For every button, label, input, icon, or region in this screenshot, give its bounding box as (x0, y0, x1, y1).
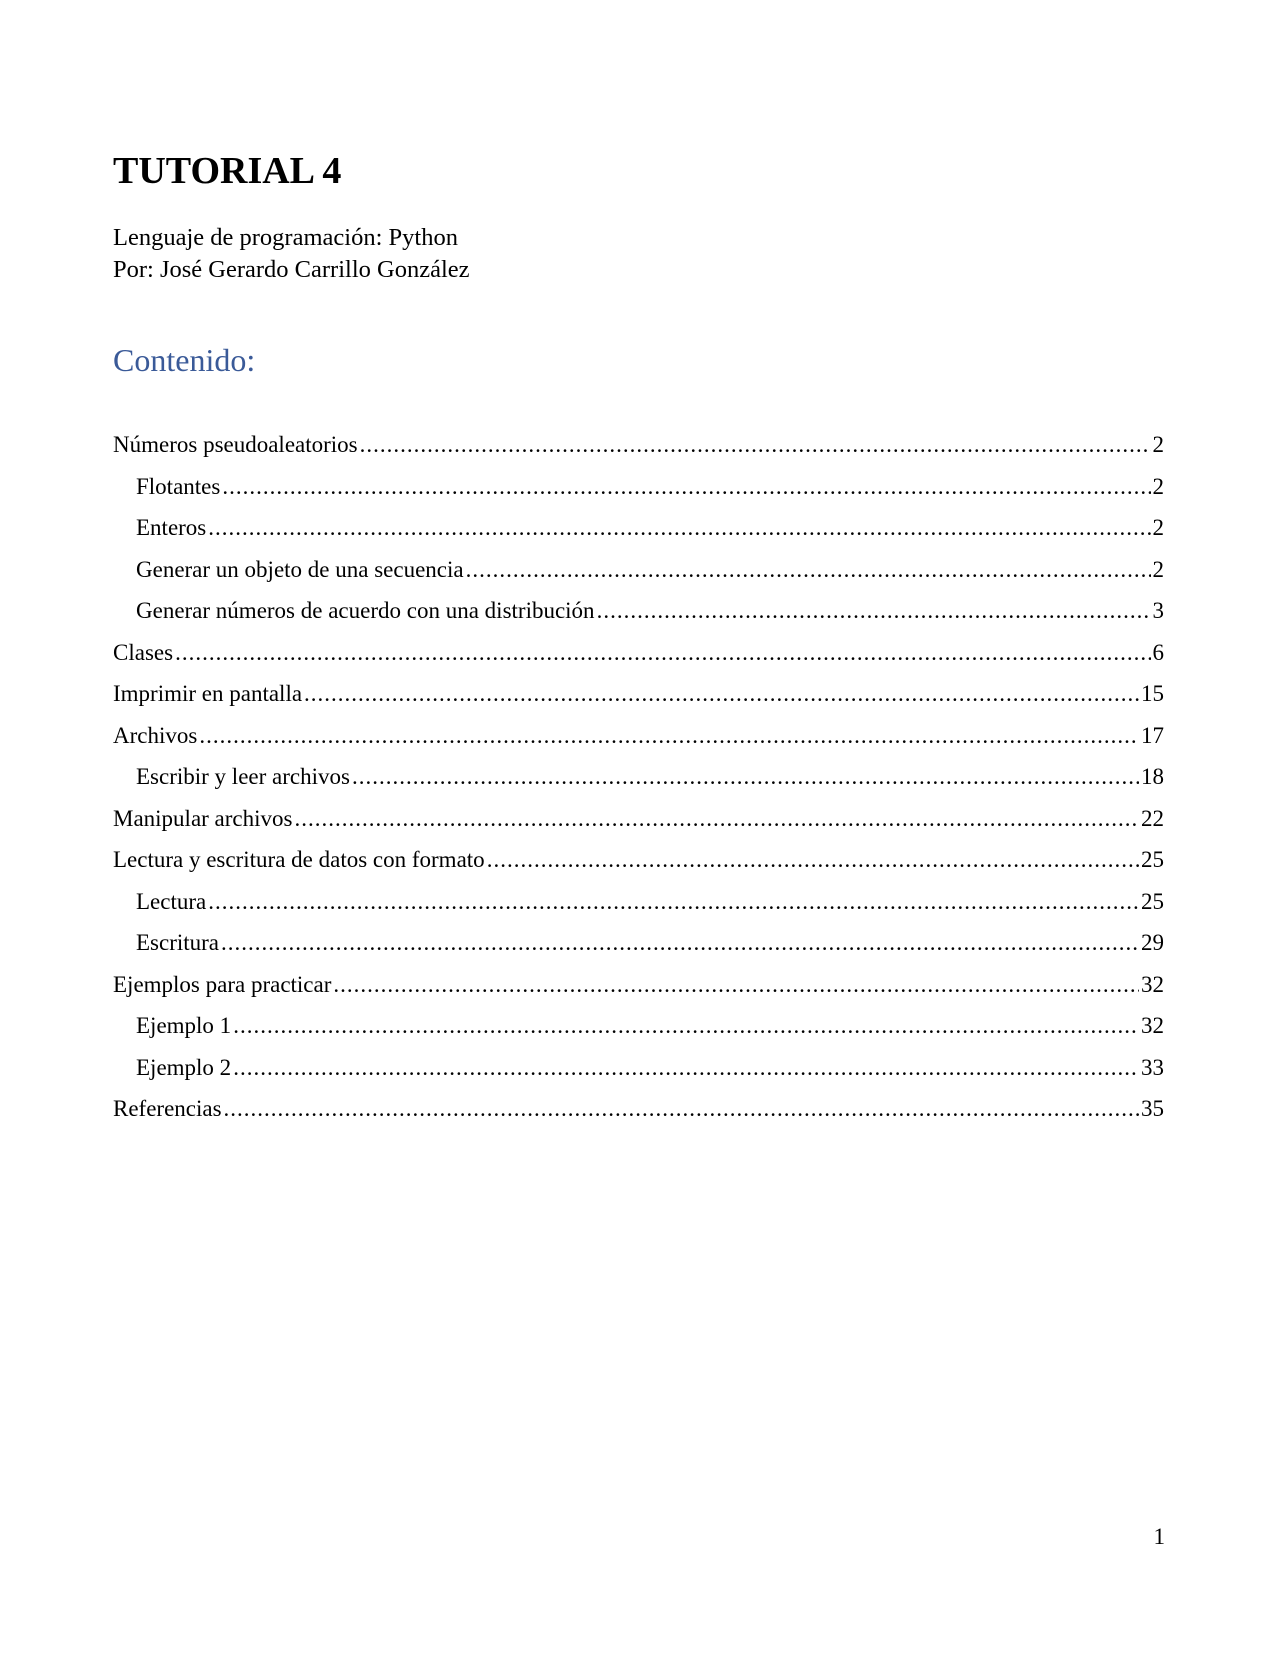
toc-entry-page: 15 (1141, 681, 1164, 706)
toc-entry[interactable] (113, 715, 1164, 757)
toc-dot-leader (352, 756, 1139, 798)
toc-entry[interactable] (113, 1088, 1164, 1130)
toc-dot-leader (233, 1005, 1139, 1047)
toc-entry-page: 33 (1141, 1054, 1164, 1080)
toc-entry[interactable] (113, 922, 1164, 964)
toc-dot-leader (333, 964, 1139, 1006)
toc-entry-label: Referencias (113, 1096, 222, 1121)
toc-entry-page: 18 (1141, 764, 1164, 789)
toc-dot-leader (487, 839, 1139, 881)
toc-entry[interactable] (113, 964, 1164, 1006)
toc-entry-page: 35 (1141, 1096, 1164, 1121)
toc-entry-page: 22 (1141, 805, 1164, 831)
subtitle-language: Lenguaje de programación: Python (113, 224, 458, 251)
toc-entry-page: 6 (1152, 639, 1164, 665)
toc-entry-page: 3 (1152, 598, 1164, 623)
toc-entry[interactable] (113, 1005, 1164, 1047)
toc-entry-label: Ejemplo 2 (136, 1054, 232, 1080)
page-number: 1 (1153, 1524, 1165, 1549)
toc-entry-page: 2 (1152, 473, 1164, 499)
toc-entry-page: 32 (1141, 971, 1164, 997)
toc-entry-label: Enteros (136, 515, 207, 540)
subtitle-author: Por: José Gerardo Carrillo González (113, 256, 470, 283)
toc-entry-label: Manipular archivos (113, 805, 293, 831)
toc-heading: Contenido: (113, 342, 256, 378)
toc-entry[interactable] (113, 590, 1164, 632)
toc-dot-leader (175, 632, 1150, 674)
toc-dot-leader (233, 1047, 1139, 1089)
toc-dot-leader (199, 715, 1139, 757)
toc-entry-page: 2 (1152, 432, 1164, 457)
toc-entry-label: Generar un objeto de una secuencia (136, 556, 464, 582)
toc-entry[interactable] (113, 424, 1164, 466)
toc-entry-label: Generar números de acuerdo con una distribución (136, 598, 595, 623)
toc-entry-label: Ejemplos para practicar (113, 971, 332, 997)
toc-entry[interactable] (113, 466, 1164, 508)
toc-entry-label: Números pseudoaleatorios (113, 432, 358, 457)
toc-entry-label: Ejemplo 1 (136, 1013, 232, 1038)
toc-dot-leader (360, 424, 1151, 466)
table-of-contents (113, 424, 1164, 1130)
toc-dot-leader (304, 673, 1139, 715)
toc-entry[interactable] (113, 839, 1164, 881)
toc-dot-leader (224, 1088, 1139, 1130)
toc-dot-leader (208, 507, 1150, 549)
toc-dot-leader (294, 798, 1139, 840)
toc-entry-page: 17 (1141, 722, 1164, 748)
toc-dot-leader (597, 590, 1151, 632)
toc-entry-page: 2 (1152, 556, 1164, 582)
toc-entry-page: 25 (1141, 888, 1164, 914)
toc-dot-leader (221, 922, 1139, 964)
toc-entry[interactable] (113, 507, 1164, 549)
toc-entry[interactable] (113, 1047, 1164, 1089)
toc-entry-label: Clases (113, 639, 174, 665)
toc-entry-label: Flotantes (136, 473, 221, 499)
toc-entry-page: 29 (1141, 930, 1164, 955)
toc-entry[interactable] (113, 881, 1164, 923)
document-title: TUTORIAL 4 (113, 150, 342, 192)
toc-entry[interactable] (113, 632, 1164, 674)
toc-entry-label: Lectura y escritura de datos con formato (113, 847, 485, 872)
toc-dot-leader (208, 881, 1139, 923)
toc-dot-leader (466, 549, 1151, 591)
toc-entry-label: Escritura (136, 930, 220, 955)
toc-entry[interactable] (113, 756, 1164, 798)
toc-entry-label: Lectura (136, 888, 207, 914)
toc-entry[interactable] (113, 549, 1164, 591)
toc-entry-label: Escribir y leer archivos (136, 764, 350, 789)
toc-entry[interactable] (113, 673, 1164, 715)
toc-dot-leader (222, 466, 1150, 508)
toc-entry-page: 25 (1141, 847, 1164, 872)
toc-entry-label: Imprimir en pantalla (113, 681, 303, 706)
toc-entry-label: Archivos (113, 722, 198, 748)
toc-entry[interactable] (113, 798, 1164, 840)
toc-entry-page: 2 (1152, 515, 1164, 540)
toc-entry-page: 32 (1141, 1013, 1164, 1038)
